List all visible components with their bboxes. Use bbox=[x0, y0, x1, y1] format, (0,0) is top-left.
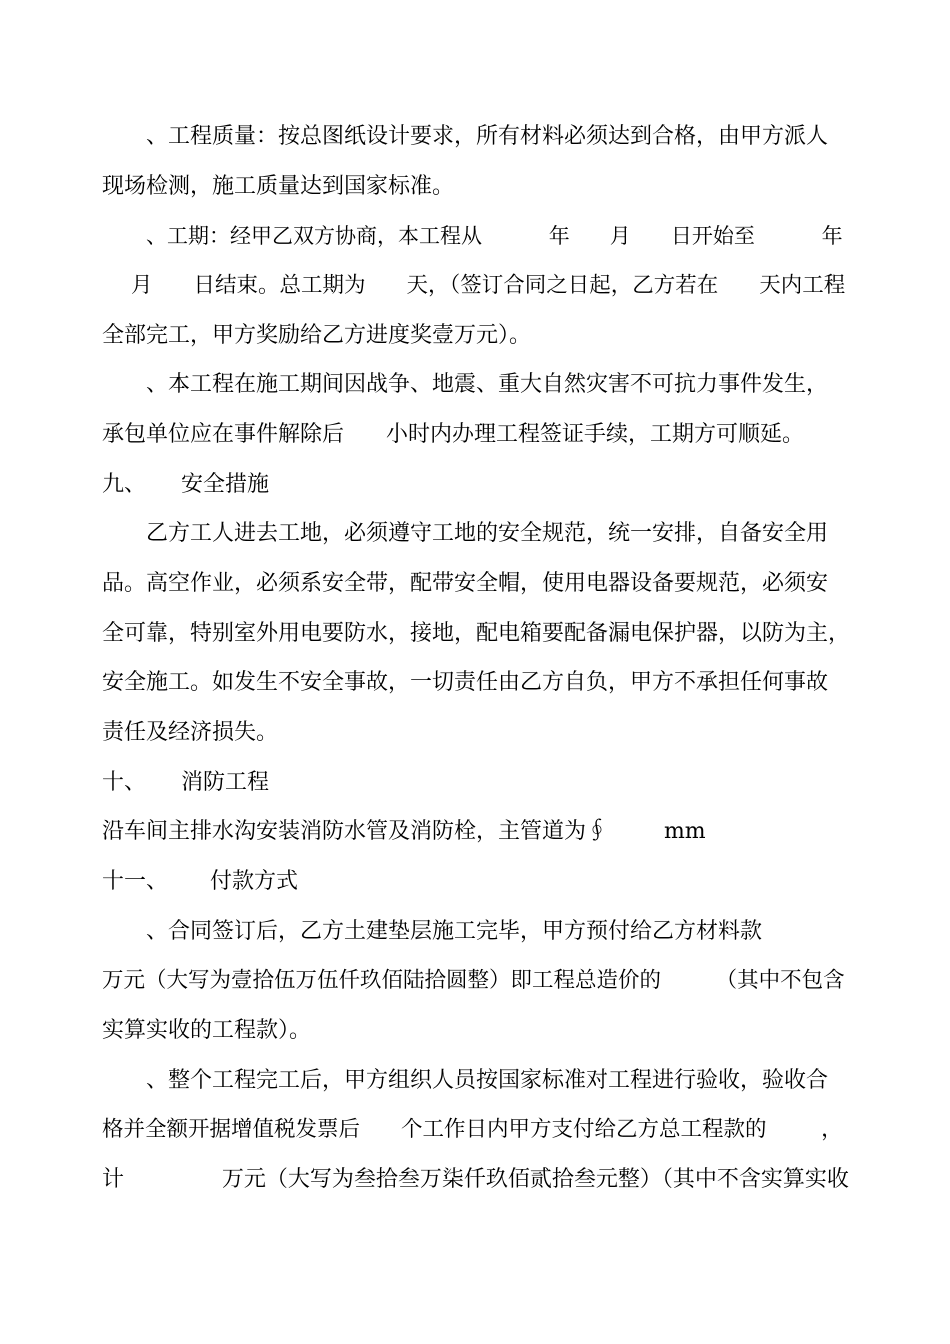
clause-schedule-line-2: 月 日结束。总工期为 天，（签订合同之日起，乙方若在 天内工程 bbox=[131, 273, 846, 298]
clause-quality-line-2: 现场检测，施工质量达到国家标准。 bbox=[102, 174, 455, 199]
payment-clause-1-line-1: 、合同签订后，乙方土建垫层施工完毕，甲方预付给乙方材料款 bbox=[146, 919, 763, 944]
safety-paragraph-line-4: 安全施工。如发生不安全事故，一切责任由乙方自负，甲方不承担任何事故 bbox=[102, 670, 829, 695]
section-heading-fire: 十、 消防工程 bbox=[102, 770, 269, 795]
payment-clause-2-line-2: 格并全额开据增值税发票后 个工作日内甲方支付给乙方总工程款的 ， bbox=[102, 1117, 843, 1142]
clause-quality-line-1: 、工程质量：按总图纸设计要求，所有材料必须达到合格，由甲方派人 bbox=[146, 124, 829, 149]
payment-clause-2-line-1: 、整个工程完工后，甲方组织人员按国家标准对工程进行验收，验收合 bbox=[146, 1068, 829, 1093]
payment-clause-2-line-3: 计 万元（大写为叁拾叁万柒仟玖佰贰拾叁元整）（其中不含实算实收 bbox=[102, 1167, 849, 1192]
safety-paragraph-line-2: 品。高空作业，必须系安全带，配带安全帽，使用电器设备要规范，必须安 bbox=[102, 571, 829, 596]
safety-paragraph-line-5: 责任及经济损失。 bbox=[102, 720, 279, 745]
clause-force-majeure-line-2: 承包单位应在事件解除后 小时内办理工程签证手续，工期方可顺延。 bbox=[102, 422, 804, 447]
safety-paragraph-line-3: 全可靠，特别室外用电要防水，接地，配电箱要配备漏电保护器，以防为主， bbox=[102, 621, 851, 646]
fire-paragraph-line-1: 沿车间主排水沟安装消防水管及消防栓，主管道为∮ mm bbox=[102, 819, 706, 844]
clause-schedule-line-1: 、工期：经甲乙双方协商，本工程从 年 月 日开始至 年 bbox=[146, 224, 843, 248]
payment-clause-1-line-2: 万元（大写为壹拾伍万伍仟玖佰陆拾圆整）即工程总造价的 （其中不包含 bbox=[102, 968, 845, 993]
clause-schedule-line-3: 全部完工，甲方奖励给乙方进度奖壹万元）。 bbox=[102, 323, 532, 348]
section-heading-payment: 十一、 付款方式 bbox=[102, 869, 298, 894]
payment-clause-1-line-3: 实算实收的工程款）。 bbox=[102, 1018, 312, 1043]
safety-paragraph-line-1: 乙方工人进去工地，必须遵守工地的安全规范，统一安排，自备安全用 bbox=[146, 521, 829, 546]
section-heading-safety: 九、 安全措施 bbox=[102, 472, 269, 497]
clause-force-majeure-line-1: 、本工程在施工期间因战争、地震、重大自然灾害不可抗力事件发生， bbox=[146, 372, 829, 397]
